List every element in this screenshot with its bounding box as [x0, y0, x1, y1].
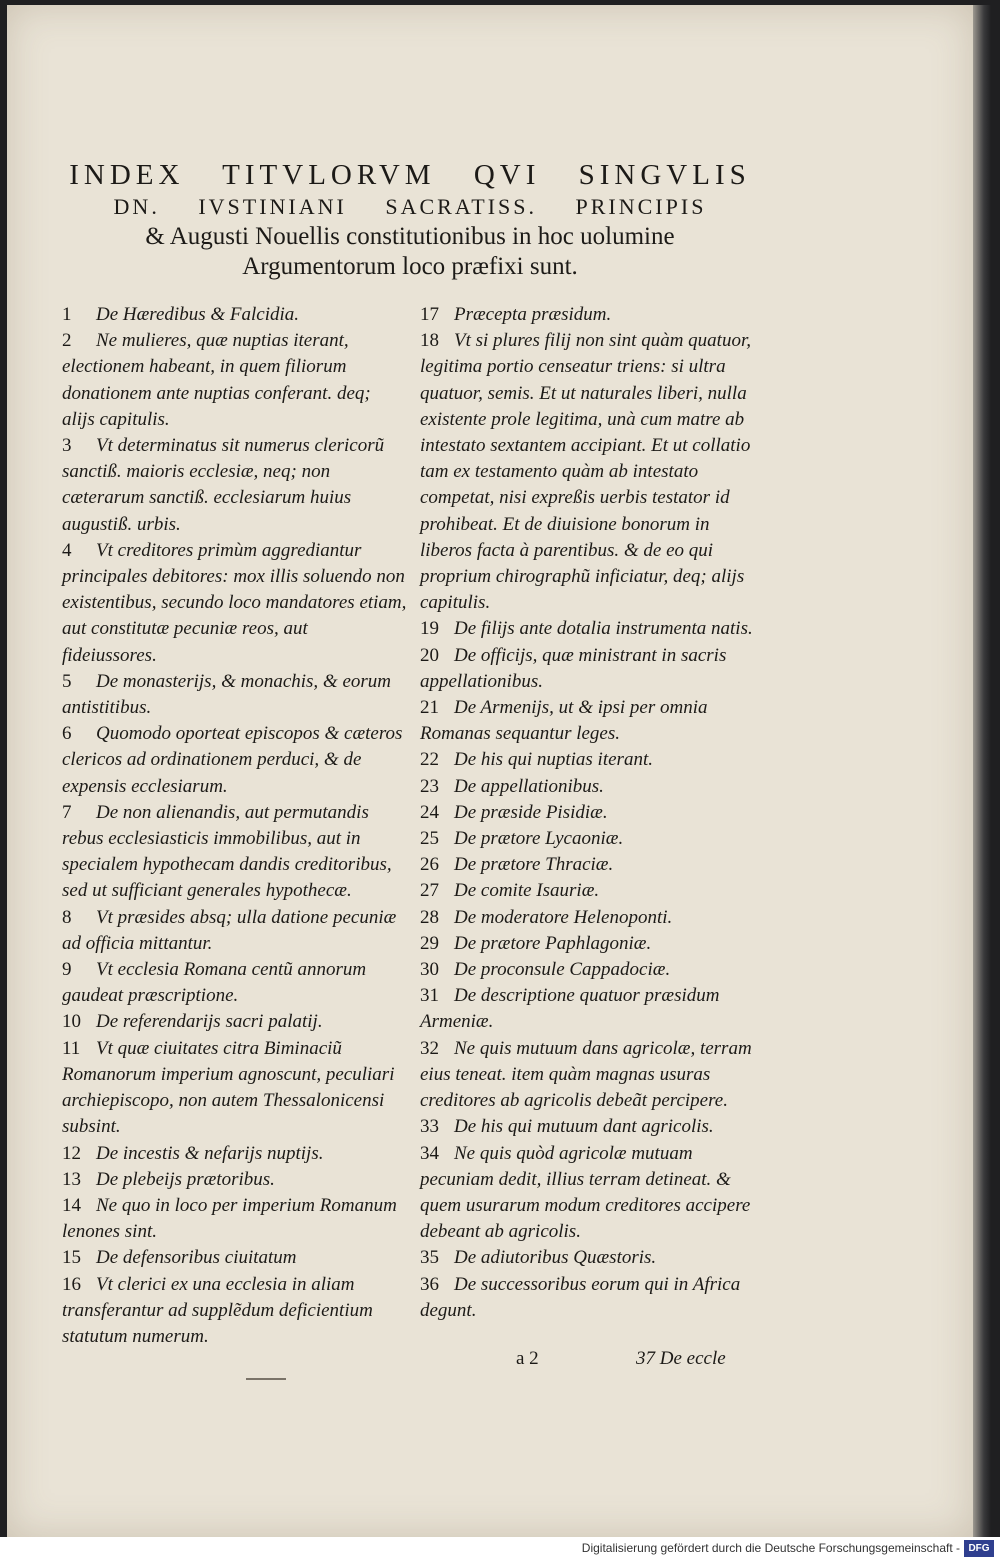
- entry-number: 22: [420, 749, 439, 771]
- index-entry: [420, 800, 760, 826]
- entry-number: 16: [62, 1273, 81, 1295]
- entry-title: De præside Pisidiæ.: [454, 801, 608, 823]
- entry-title: Vt clerici ex una ecclesia in aliam transferantur ad supplẽdum deficientium statutum numerum.: [62, 1273, 373, 1347]
- title-line-2: DN. IVSTINIANI SACRATISS. PRINCIPIS: [113, 194, 707, 219]
- entry-number: 3: [62, 435, 72, 457]
- entry-title: De referendarijs sacri palatij.: [96, 1011, 323, 1033]
- index-entry: [420, 931, 760, 957]
- entry-title: De non alienandis, aut permutandis rebus ecclesiasticis immobilibus, aut in specialem hypothecam dandis creditoribus, sed ut sufficiant generales hypothecæ.: [62, 801, 392, 902]
- entry-title: Ne quis quòd agricolæ mutuam pecuniam dedit, illius terram detineat. & quem usurarum modum creditores accipere debeant ab agricolis.: [420, 1142, 751, 1243]
- entry-title: De appellationibus.: [454, 775, 604, 797]
- entry-title: De his qui mutuum dant agricolis.: [454, 1116, 714, 1138]
- entry-number: 2: [62, 330, 72, 352]
- entry-number: 19: [420, 618, 439, 640]
- entry-title: De defensoribus ciuitatum: [96, 1247, 297, 1269]
- entry-number: 33: [420, 1116, 439, 1138]
- entry-number: 9: [62, 959, 72, 981]
- entry-title: De proconsule Cappadociæ.: [454, 959, 671, 981]
- entry-number: 12: [62, 1142, 81, 1164]
- index-entry: [62, 1167, 407, 1193]
- index-entry: [420, 774, 760, 800]
- ink-mark: [246, 1378, 286, 1380]
- entry-number: 4: [62, 539, 72, 561]
- entry-title: Vt creditores primùm aggrediantur principales debitores: mox illis soluendo non existentibus, secundo loco mandatores etiam, aut constitutæ pecuniæ reos, aut fideiussores.: [62, 539, 407, 666]
- index-entry: [62, 1245, 407, 1271]
- entry-title: De his qui nuptias iterant.: [454, 749, 653, 771]
- footer-credit: Digitalisierung gefördert durch die Deutsche Forschungsgemeinschaft -: [581, 1541, 960, 1555]
- entry-title: De moderatore Helenoponti.: [454, 906, 673, 928]
- index-entry: [62, 721, 407, 800]
- index-entry: [420, 852, 760, 878]
- index-entry: [420, 616, 760, 642]
- index-entry: [420, 302, 760, 328]
- entry-number: 29: [420, 932, 439, 954]
- entry-title: Præcepta præsidum.: [454, 304, 612, 325]
- entry-title: De filijs ante dotalia instrumenta natis.: [454, 618, 753, 640]
- entry-title: De Armenijs, ut & ipsi per omnia Romanas sequantur leges.: [420, 697, 708, 745]
- entry-title: De incestis & nefarijs nuptijs.: [96, 1142, 324, 1164]
- entry-number: 27: [420, 880, 439, 902]
- entry-number: 36: [420, 1273, 439, 1295]
- entry-number: 6: [62, 723, 72, 745]
- entry-title: Vt si plures filij non sint quàm quatuor, legitima portio censeatur triens: si ultra quatuor, semis. Et ut naturales liberi, nulla existente prole legitima, unà cum matre ab intestato sextantem accipiant. Et ut collatio tam ex testamento quàm ab intestato competat, nisi expreßis uerbis testator id prohibeat. Et de diuisione bonorum in liberos facta à parentibus. & de eo qui proprium chirographũ inficiatur, deq; alijs capitulis.: [420, 330, 751, 614]
- entry-number: 15: [62, 1247, 81, 1269]
- index-entry: [420, 747, 760, 773]
- entry-title: De adiutoribus Quæstoris.: [454, 1247, 657, 1269]
- entry-title: De prætore Lycaoniæ.: [454, 828, 624, 850]
- index-entry: [420, 1036, 760, 1115]
- entry-title: Vt determinatus sit numerus clericorũ sanctiß. maioris ecclesiæ, neq; non cæterarum sanctiß. ecclesiarum huius augustiß. urbis.: [62, 435, 385, 535]
- index-entry: [420, 957, 760, 983]
- entry-title: Quomodo oporteat episcopos & cæteros clericos ad ordinationem perduci, & de expensis ecclesiarum.: [62, 723, 403, 797]
- index-entry: [62, 905, 407, 957]
- catchword: 37 De eccle: [636, 1348, 726, 1369]
- entry-number: 35: [420, 1247, 439, 1269]
- entry-number: 5: [62, 670, 72, 692]
- index-entry: [420, 1114, 760, 1140]
- entry-number: 18: [420, 330, 439, 352]
- index-entry: [62, 1036, 407, 1141]
- entry-title: De successoribus eorum qui in Africa degunt.: [420, 1273, 741, 1321]
- entry-title: Vt quæ ciuitates citra Biminaciũ Romanorum imperium agnoscunt, peculiari archiepiscopo, non autem Thessalonicensi subsint.: [62, 1037, 395, 1138]
- entry-title: De prætore Thraciæ.: [454, 854, 614, 876]
- entry-number: 28: [420, 906, 439, 928]
- entry-number: 10: [62, 1011, 81, 1033]
- digitization-footer: [0, 1537, 1000, 1562]
- entry-number: 21: [420, 697, 439, 719]
- index-entry: [62, 433, 407, 538]
- index-entry: [62, 1141, 407, 1167]
- dfg-logo: DFG: [964, 1540, 994, 1557]
- index-entry: [62, 302, 407, 328]
- entry-title: De comite Isauriæ.: [454, 880, 600, 902]
- entry-number: 24: [420, 801, 439, 823]
- entry-title: De prætore Paphlagoniæ.: [454, 932, 652, 954]
- index-entry: [420, 643, 760, 695]
- entry-number: 32: [420, 1037, 439, 1059]
- entry-title: De descriptione quatuor præsidum Armeniæ.: [420, 985, 720, 1033]
- index-entry: [420, 328, 760, 616]
- title-line-4: Argumentorum loco præfixi sunt.: [242, 253, 578, 280]
- title-line-3: & Augusti Nouellis constitutionibus in hoc uolumine: [145, 223, 675, 250]
- index-entry: [420, 1272, 760, 1324]
- index-entry: [420, 1141, 760, 1246]
- index-entry: [62, 1272, 407, 1351]
- index-entry: [62, 800, 407, 905]
- catchline: [510, 1348, 770, 1374]
- entry-title: Ne quo in loco per imperium Romanum lenones sint.: [62, 1194, 397, 1243]
- index-entry: [420, 1245, 760, 1271]
- entry-title: Ne mulieres, quæ nuptias iterant, electionem habeant, in quem filiorum donationem ante nuptias conferant. deq; alijs capitulis.: [62, 330, 371, 430]
- entry-number: 14: [62, 1194, 81, 1216]
- index-entry: [62, 328, 407, 433]
- page-edge-shadow: [973, 5, 991, 1537]
- index-entry: [62, 1193, 407, 1245]
- index-entry: [420, 905, 760, 931]
- index-entry: [420, 826, 760, 852]
- index-entry: [420, 983, 760, 1035]
- entry-number: 8: [62, 906, 72, 928]
- entry-title: De plebeijs prætoribus.: [96, 1168, 275, 1190]
- index-title: [60, 158, 760, 282]
- index-column-right: [420, 302, 760, 1324]
- index-entry: [62, 669, 407, 721]
- entry-title: Vt ecclesia Romana centũ annorum gaudeat præscriptione.: [62, 959, 367, 1007]
- entry-number: 31: [420, 985, 439, 1007]
- entry-title: Vt præsides absq; ulla datione pecuniæ ad officia mittantur.: [62, 906, 397, 954]
- index-entry: [420, 878, 760, 904]
- index-entry: [62, 538, 407, 669]
- entry-number: 23: [420, 775, 439, 797]
- entry-number: 1: [62, 304, 72, 325]
- entry-number: 17: [420, 304, 439, 325]
- entry-number: 30: [420, 959, 439, 981]
- entry-title: De officijs, quæ ministrant in sacris appellationibus.: [420, 644, 727, 692]
- entry-title: De Hæredibus & Falcidia.: [96, 304, 299, 325]
- index-entry: [420, 695, 760, 747]
- entry-title: De monasterijs, & monachis, & eorum antistitibus.: [62, 670, 392, 719]
- index-column-left: [62, 302, 407, 1350]
- title-line-1: INDEX TITVLORVM QVI SINGVLIS: [69, 159, 751, 191]
- entry-number: 7: [62, 801, 72, 823]
- entry-number: 11: [62, 1037, 81, 1059]
- signature-mark: a 2: [516, 1348, 539, 1369]
- index-entry: [62, 957, 407, 1009]
- entry-number: 20: [420, 644, 439, 666]
- entry-number: 34: [420, 1142, 439, 1164]
- entry-title: Ne quis mutuum dans agricolæ, terram eius teneat. item quàm magnas usuras creditores ab agricolis debeãt percipere.: [420, 1037, 752, 1112]
- entry-number: 13: [62, 1168, 81, 1190]
- entry-number: 26: [420, 854, 439, 876]
- index-entry: [62, 1009, 407, 1035]
- entry-number: 25: [420, 828, 439, 850]
